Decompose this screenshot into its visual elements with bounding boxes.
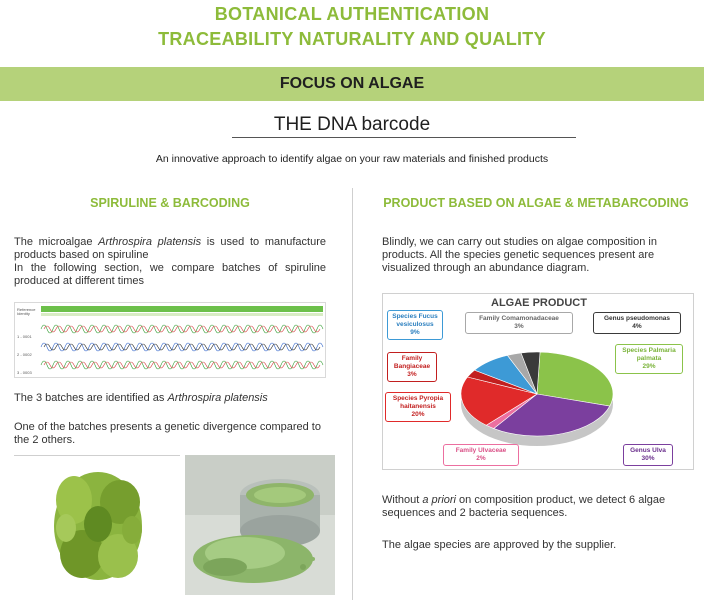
detection-text-b: on composition product, we detect 6 algae sequences and 2 bacteria sequences. bbox=[382, 494, 666, 519]
focus-banner bbox=[0, 67, 704, 101]
slice-label-palmaria bbox=[615, 344, 683, 374]
seq-label: 2 - 0002 bbox=[17, 352, 32, 357]
left-divergence-paragraph: One of the batches presents a genetic divergence compared to the 2 others. bbox=[14, 421, 321, 446]
page-title-line-2: TRACEABILITY NATURALITY AND QUALITY bbox=[158, 29, 546, 49]
slice-label-pct: 3% bbox=[514, 323, 524, 330]
right-detection-paragraph bbox=[382, 494, 694, 520]
species-name: Arthrospira platensis bbox=[167, 392, 268, 404]
slice-label-pct: 4% bbox=[632, 323, 642, 330]
subtitle: An innovative approach to identify algae on your raw materials and finished products bbox=[155, 153, 549, 165]
slice-label-pct: 2% bbox=[476, 455, 486, 462]
right-approval-paragraph: The algae species are approved by the supplier. bbox=[382, 539, 617, 551]
intro-text-c: In the following section, we compare batches of spiruline produced at different times bbox=[14, 262, 326, 287]
seaweed-photo bbox=[44, 462, 152, 592]
photo-divider bbox=[14, 455, 180, 456]
title-underline bbox=[232, 137, 576, 138]
result-text: The 3 batches are identified as bbox=[14, 392, 168, 404]
slice-label-name: Species Palmaria palmata bbox=[622, 347, 676, 362]
slice-label-pct: 20% bbox=[411, 411, 425, 418]
slice-label-pseudomonas bbox=[593, 312, 681, 334]
slice-label-ulva bbox=[623, 444, 673, 466]
detection-text-a: Without bbox=[382, 494, 423, 506]
a-priori-text: a priori bbox=[422, 494, 456, 506]
right-section-heading: PRODUCT BASED ON ALGAE & METABARCODING bbox=[383, 196, 689, 210]
slice-label-bangiaceae bbox=[387, 352, 437, 382]
intro-text-a: The microalgae bbox=[14, 236, 99, 248]
column-divider bbox=[352, 188, 353, 600]
chart-title: ALGAE PRODUCT bbox=[491, 297, 587, 309]
spirulina-powder-photo bbox=[185, 455, 335, 595]
right-intro-paragraph: Blindly, we can carry out studies on algae composition in products. All the species genetic sequences present are visualized through an abundance diagram. bbox=[382, 236, 657, 274]
seq-label: 3 - 0003 bbox=[17, 370, 32, 375]
species-name: Arthrospira platensis bbox=[98, 236, 202, 248]
slice-label-name: Species Fucus vesiculosus bbox=[392, 313, 438, 328]
slice-label-name: Family Comamonadaceae bbox=[479, 315, 559, 322]
sequence-alignment-image bbox=[14, 302, 326, 378]
slice-label-name: Genus pseudomonas bbox=[603, 315, 671, 322]
slice-label-pct: 29% bbox=[642, 363, 656, 370]
left-result-paragraph bbox=[14, 392, 326, 405]
slice-label-name: Family Bangiaceae bbox=[393, 355, 431, 370]
chromatogram-graphic bbox=[15, 303, 325, 377]
slice-label-fucus bbox=[387, 310, 443, 340]
seq-label: 1 - 0001 bbox=[17, 334, 32, 339]
left-section-heading: SPIRULINE & BARCODING bbox=[90, 196, 250, 210]
slice-label-ulvaceae bbox=[443, 444, 519, 466]
algae-product-chart bbox=[382, 293, 694, 470]
slice-label-pyropia bbox=[385, 392, 451, 422]
slice-label-pct: 9% bbox=[410, 329, 420, 336]
left-intro-paragraph bbox=[14, 236, 326, 288]
slice-label-name: Family Ulvaceae bbox=[455, 447, 507, 454]
seq-label: Reference Identity bbox=[17, 307, 36, 316]
slice-label-pct: 3% bbox=[407, 371, 417, 378]
slice-label-name: Species Pyropia haitanensis bbox=[392, 395, 444, 410]
dna-barcode-title: THE DNA barcode bbox=[273, 114, 431, 135]
slice-label-comamonadaceae bbox=[465, 312, 573, 334]
banner-text: FOCUS ON ALGAE bbox=[279, 75, 425, 92]
intro-text-b: is used to manufacture products based on spiruline bbox=[14, 236, 326, 261]
slice-label-pct: 30% bbox=[641, 455, 655, 462]
page-title-line-1: BOTANICAL AUTHENTICATION bbox=[214, 4, 490, 24]
slice-label-name: Genus Ulva bbox=[630, 447, 666, 454]
